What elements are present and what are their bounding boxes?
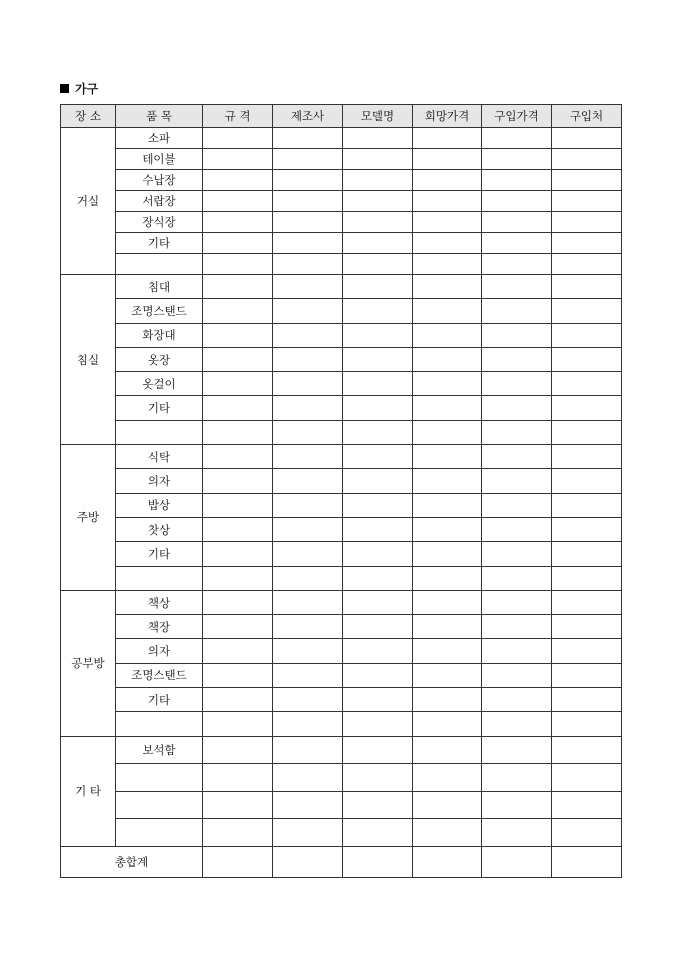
table-row [61,615,622,639]
table-row [61,212,622,233]
desired-price-cell[interactable] [413,149,482,170]
spec-cell[interactable] [203,493,273,517]
spec-cell[interactable] [203,445,273,469]
item-name-cell: 기타 [116,233,203,254]
manufacturer-cell[interactable] [273,688,343,712]
header-store: 구입처 [552,105,622,128]
table-row [61,542,622,566]
item-name-cell: 테이블 [116,149,203,170]
manufacturer-cell[interactable] [273,396,343,420]
header-desired-price: 희망가격 [413,105,482,128]
item-name-cell: 밥상 [116,493,203,517]
section-title: 가구 [75,81,99,96]
purchase-price-cell[interactable] [482,347,552,371]
desired-price-cell[interactable] [413,212,482,233]
purchase-price-cell[interactable] [482,420,552,444]
desired-price-cell[interactable] [413,254,482,275]
desired-price-cell[interactable] [413,323,482,347]
model-cell[interactable] [343,566,413,590]
room-label: 기 타 [61,736,116,846]
desired-price-cell[interactable] [413,688,482,712]
header-spec: 규 격 [203,105,273,128]
model-cell[interactable] [343,590,413,614]
item-name-cell: 찻상 [116,517,203,541]
manufacturer-cell[interactable] [273,128,343,149]
purchase-price-cell[interactable] [482,542,552,566]
item-name-cell: 보석함 [116,736,203,764]
spec-cell[interactable] [203,764,273,792]
manufacturer-cell[interactable] [273,233,343,254]
table-row [61,254,622,275]
store-cell[interactable] [552,420,622,444]
spec-cell[interactable] [203,212,273,233]
manufacturer-cell[interactable] [273,615,343,639]
item-name-cell: 조명스탠드 [116,299,203,323]
model-cell[interactable] [343,445,413,469]
item-name-cell: 화장대 [116,323,203,347]
purchase-price-cell[interactable] [482,128,552,149]
item-name-cell: 옷걸이 [116,372,203,396]
purchase-price-cell[interactable] [482,736,552,764]
spec-cell[interactable] [203,819,273,847]
purchase-price-cell[interactable] [482,254,552,275]
desired-price-cell[interactable] [413,791,482,819]
item-name-cell[interactable] [116,819,203,847]
spec-cell[interactable] [203,542,273,566]
item-name-cell: 장식장 [116,212,203,233]
model-cell[interactable] [343,299,413,323]
table-row [61,566,622,590]
store-cell[interactable] [552,149,622,170]
desired-price-cell[interactable] [413,299,482,323]
item-name-cell: 기타 [116,688,203,712]
spec-cell[interactable] [203,170,273,191]
model-cell[interactable] [343,323,413,347]
desired-price-cell[interactable] [413,615,482,639]
purchase-price-cell[interactable] [482,275,552,299]
store-cell[interactable] [552,170,622,191]
table-row [61,469,622,493]
room-label: 주방 [61,445,116,591]
table-row [61,712,622,736]
header-row [61,105,622,128]
total-label: 총합계 [61,846,203,877]
manufacturer-cell[interactable] [273,445,343,469]
table-row [61,128,622,149]
purchase-price-cell[interactable] [482,791,552,819]
manufacturer-cell[interactable] [273,736,343,764]
purchase-price-cell[interactable] [482,396,552,420]
store-cell[interactable] [552,372,622,396]
model-cell[interactable] [343,420,413,444]
spec-cell[interactable] [203,149,273,170]
model-cell[interactable] [343,688,413,712]
store-cell[interactable] [552,764,622,792]
table-row [61,191,622,212]
spec-cell[interactable] [203,372,273,396]
table-row [61,420,622,444]
room-label: 거실 [61,128,116,275]
table-row [61,736,622,764]
table-row [61,149,622,170]
store-cell[interactable] [552,590,622,614]
item-name-cell: 책상 [116,590,203,614]
manufacturer-cell[interactable] [273,347,343,371]
table-row [61,517,622,541]
store-cell[interactable] [552,396,622,420]
desired-price-cell[interactable] [413,663,482,687]
item-name-cell: 식탁 [116,445,203,469]
store-cell[interactable] [552,566,622,590]
desired-price-cell[interactable] [413,566,482,590]
room-label: 침실 [61,275,116,445]
purchase-price-cell[interactable] [482,764,552,792]
model-cell[interactable] [343,149,413,170]
manufacturer-cell[interactable] [273,791,343,819]
spec-cell[interactable] [203,517,273,541]
table-row [61,233,622,254]
desired-price-cell[interactable] [413,736,482,764]
spec-cell[interactable] [203,420,273,444]
model-cell[interactable] [343,170,413,191]
furniture-table [60,104,622,878]
purchase-price-cell[interactable] [482,323,552,347]
item-name-cell: 의자 [116,639,203,663]
desired-price-cell[interactable] [413,469,482,493]
spec-cell[interactable] [203,639,273,663]
manufacturer-cell[interactable] [273,566,343,590]
total-spec-cell[interactable] [203,846,273,877]
spec-cell[interactable] [203,323,273,347]
manufacturer-cell[interactable] [273,191,343,212]
table-row [61,590,622,614]
desired-price-cell[interactable] [413,542,482,566]
spec-cell[interactable] [203,191,273,212]
table-row [61,323,622,347]
table-row [61,372,622,396]
model-cell[interactable] [343,469,413,493]
section-heading [60,81,98,95]
item-name-cell: 침대 [116,275,203,299]
desired-price-cell[interactable] [413,347,482,371]
purchase-price-cell[interactable] [482,493,552,517]
desired-price-cell[interactable] [413,396,482,420]
model-cell[interactable] [343,128,413,149]
store-cell[interactable] [552,323,622,347]
manufacturer-cell[interactable] [273,323,343,347]
model-cell[interactable] [343,212,413,233]
total-model-cell[interactable] [343,846,413,877]
purchase-price-cell[interactable] [482,170,552,191]
header-manufacturer: 제조사 [273,105,343,128]
total-store-cell[interactable] [552,846,622,877]
model-cell[interactable] [343,639,413,663]
header-item: 품 목 [116,105,203,128]
manufacturer-cell[interactable] [273,170,343,191]
desired-price-cell[interactable] [413,493,482,517]
spec-cell[interactable] [203,254,273,275]
model-cell[interactable] [343,347,413,371]
purchase-price-cell[interactable] [482,663,552,687]
store-cell[interactable] [552,819,622,847]
spec-cell[interactable] [203,396,273,420]
desired-price-cell[interactable] [413,445,482,469]
table-row [61,791,622,819]
item-name-cell: 기타 [116,542,203,566]
manufacturer-cell[interactable] [273,212,343,233]
spec-cell[interactable] [203,299,273,323]
item-name-cell[interactable] [116,791,203,819]
desired-price-cell[interactable] [413,191,482,212]
room-label: 공부방 [61,590,116,736]
purchase-price-cell[interactable] [482,191,552,212]
spec-cell[interactable] [203,590,273,614]
purchase-price-cell[interactable] [482,445,552,469]
desired-price-cell[interactable] [413,639,482,663]
item-name-cell: 서랍장 [116,191,203,212]
table-row [61,639,622,663]
store-cell[interactable] [552,663,622,687]
store-cell[interactable] [552,493,622,517]
table-row [61,688,622,712]
header-model: 모델명 [343,105,413,128]
desired-price-cell[interactable] [413,170,482,191]
spec-cell[interactable] [203,233,273,254]
item-name-cell: 의자 [116,469,203,493]
manufacturer-cell[interactable] [273,275,343,299]
store-cell[interactable] [552,542,622,566]
purchase-price-cell[interactable] [482,372,552,396]
store-cell[interactable] [552,445,622,469]
desired-price-cell[interactable] [413,517,482,541]
model-cell[interactable] [343,372,413,396]
model-cell[interactable] [343,819,413,847]
desired-price-cell[interactable] [413,128,482,149]
purchase-price-cell[interactable] [482,566,552,590]
model-cell[interactable] [343,736,413,764]
store-cell[interactable] [552,233,622,254]
model-cell[interactable] [343,254,413,275]
desired-price-cell[interactable] [413,420,482,444]
manufacturer-cell[interactable] [273,469,343,493]
spec-cell[interactable] [203,736,273,764]
model-cell[interactable] [343,233,413,254]
desired-price-cell[interactable] [413,764,482,792]
model-cell[interactable] [343,542,413,566]
item-name-cell: 조명스탠드 [116,663,203,687]
spec-cell[interactable] [203,469,273,493]
model-cell[interactable] [343,712,413,736]
model-cell[interactable] [343,615,413,639]
model-cell[interactable] [343,275,413,299]
store-cell[interactable] [552,275,622,299]
total-desired-price-cell[interactable] [413,846,482,877]
spec-cell[interactable] [203,712,273,736]
total-purchase-price-cell[interactable] [482,846,552,877]
manufacturer-cell[interactable] [273,712,343,736]
manufacturer-cell[interactable] [273,420,343,444]
item-name-cell: 옷장 [116,347,203,371]
purchase-price-cell[interactable] [482,688,552,712]
purchase-price-cell[interactable] [482,590,552,614]
purchase-price-cell[interactable] [482,469,552,493]
model-cell[interactable] [343,791,413,819]
square-bullet-icon [60,84,69,93]
manufacturer-cell[interactable] [273,764,343,792]
purchase-price-cell[interactable] [482,149,552,170]
table-row [61,299,622,323]
spec-cell[interactable] [203,791,273,819]
manufacturer-cell[interactable] [273,149,343,170]
desired-price-cell[interactable] [413,275,482,299]
manufacturer-cell[interactable] [273,517,343,541]
store-cell[interactable] [552,128,622,149]
table-row [61,275,622,299]
header-location: 장 소 [61,105,116,128]
item-name-cell: 기타 [116,396,203,420]
table-row [61,493,622,517]
table-row [61,396,622,420]
item-name-cell: 수납장 [116,170,203,191]
table-row [61,819,622,847]
store-cell[interactable] [552,639,622,663]
item-name-cell[interactable] [116,254,203,275]
manufacturer-cell[interactable] [273,590,343,614]
item-name-cell[interactable] [116,764,203,792]
store-cell[interactable] [552,712,622,736]
store-cell[interactable] [552,736,622,764]
table-body [61,128,622,878]
model-cell[interactable] [343,191,413,212]
spec-cell[interactable] [203,688,273,712]
store-cell[interactable] [552,347,622,371]
manufacturer-cell[interactable] [273,372,343,396]
item-name-cell[interactable] [116,420,203,444]
purchase-price-cell[interactable] [482,299,552,323]
purchase-price-cell[interactable] [482,639,552,663]
item-name-cell: 소파 [116,128,203,149]
purchase-price-cell[interactable] [482,615,552,639]
store-cell[interactable] [552,517,622,541]
total-manufacturer-cell[interactable] [273,846,343,877]
model-cell[interactable] [343,663,413,687]
manufacturer-cell[interactable] [273,639,343,663]
store-cell[interactable] [552,299,622,323]
desired-price-cell[interactable] [413,590,482,614]
store-cell[interactable] [552,469,622,493]
manufacturer-cell[interactable] [273,542,343,566]
spec-cell[interactable] [203,663,273,687]
manufacturer-cell[interactable] [273,254,343,275]
purchase-price-cell[interactable] [482,212,552,233]
store-cell[interactable] [552,791,622,819]
table-row [61,445,622,469]
manufacturer-cell[interactable] [273,819,343,847]
manufacturer-cell[interactable] [273,493,343,517]
table-row [61,663,622,687]
purchase-price-cell[interactable] [482,819,552,847]
manufacturer-cell[interactable] [273,299,343,323]
total-row [61,846,622,877]
purchase-price-cell[interactable] [482,712,552,736]
purchase-price-cell[interactable] [482,233,552,254]
store-cell[interactable] [552,688,622,712]
header-purchase-price: 구입가격 [482,105,552,128]
item-name-cell: 책장 [116,615,203,639]
spec-cell[interactable] [203,347,273,371]
store-cell[interactable] [552,615,622,639]
model-cell[interactable] [343,396,413,420]
desired-price-cell[interactable] [413,712,482,736]
model-cell[interactable] [343,493,413,517]
spec-cell[interactable] [203,615,273,639]
table-row [61,347,622,371]
desired-price-cell[interactable] [413,372,482,396]
purchase-price-cell[interactable] [482,517,552,541]
table-row [61,170,622,191]
store-cell[interactable] [552,191,622,212]
store-cell[interactable] [552,254,622,275]
manufacturer-cell[interactable] [273,663,343,687]
item-name-cell[interactable] [116,712,203,736]
spec-cell[interactable] [203,128,273,149]
desired-price-cell[interactable] [413,819,482,847]
model-cell[interactable] [343,764,413,792]
spec-cell[interactable] [203,275,273,299]
store-cell[interactable] [552,212,622,233]
item-name-cell[interactable] [116,566,203,590]
desired-price-cell[interactable] [413,233,482,254]
spec-cell[interactable] [203,566,273,590]
model-cell[interactable] [343,517,413,541]
table-row [61,764,622,792]
